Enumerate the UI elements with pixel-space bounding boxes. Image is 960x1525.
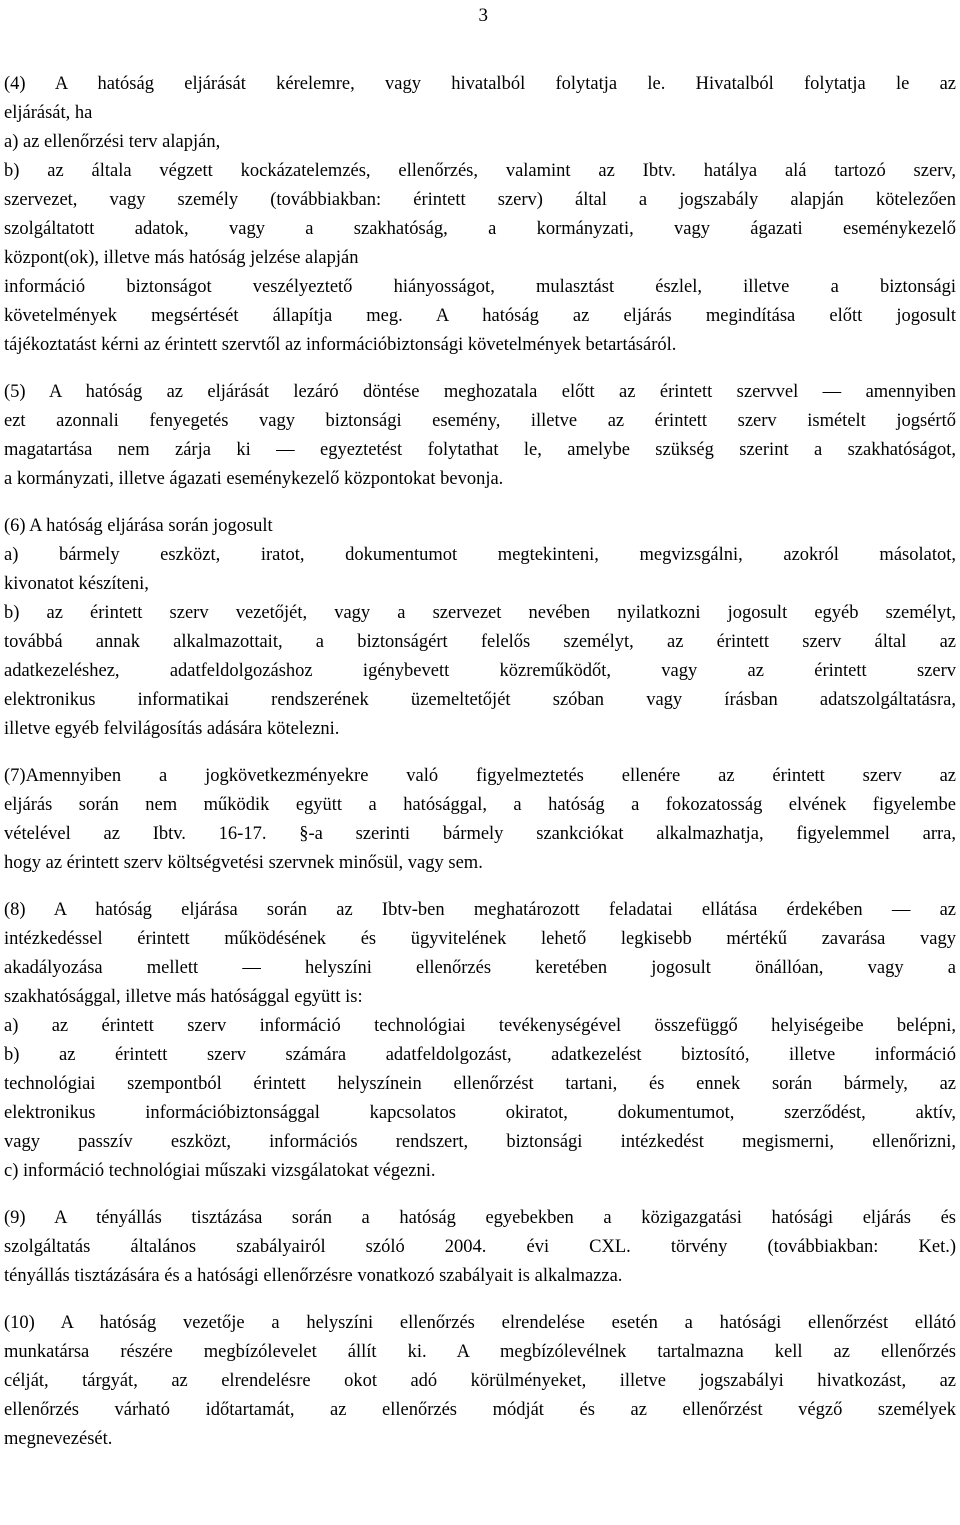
text-line: a kormányzati, illetve ágazati eseménykezelő központokat bevonja. bbox=[4, 469, 504, 489]
text-line: munkatársa részére megbízólevelet állít ki. A megbízólevélnek tartalmazna kell az ellenőrzés bbox=[4, 1342, 956, 1362]
text-line: hogy az érintett szerv költségvetési szervnek minősül, vagy sem. bbox=[4, 853, 483, 873]
text-line: b) az érintett szerv vezetőjét, vagy a szervezet nevében nyilatkozni jogosult egyéb személyt, bbox=[4, 603, 956, 623]
text-line: technológiai szempontból érintett helyszínein ellenőrzést tartani, és ennek során bármely, az bbox=[4, 1074, 956, 1094]
text-line: magatartása nem zárja ki ― egyeztetést folytathat le, amelybe szükség szerint a szakhatóságot, bbox=[4, 440, 956, 460]
text-line: (6) A hatóság eljárása során jogosult bbox=[4, 516, 273, 536]
text-line: központ(ok), illetve más hatóság jelzése alapján bbox=[4, 248, 359, 268]
text-line: c) információ technológiai műszaki vizsgálatokat végezni. bbox=[4, 1161, 436, 1181]
text-line: intézkedéssel érintett működésének és ügyvitelének lehető legkisebb mértékű zavarása vagy bbox=[4, 929, 956, 949]
document-body bbox=[4, 70, 956, 1472]
text-line: információ biztonságot veszélyeztető hiányosságot, mulasztást észlel, illetve a biztonsági bbox=[4, 277, 956, 297]
paragraph-6 bbox=[4, 512, 956, 744]
page-number: 3 bbox=[478, 5, 488, 26]
text-line: (4) A hatóság eljárását kérelemre, vagy hivatalból folytatja le. Hivatalból folytatja le az bbox=[4, 74, 956, 94]
text-line: illetve egyéb felvilágosítás adására kötelezni. bbox=[4, 719, 340, 739]
text-line: ellenőrzés várható időtartamát, az ellenőrzés módját és az ellenőrzést végző személyek bbox=[4, 1400, 956, 1420]
text-line: (7)Amennyiben a jogkövetkezményekre való figyelmeztetés ellenére az érintett szerv az bbox=[4, 766, 956, 786]
text-line: követelmények megsértését állapítja meg. A hatóság az eljárás megindítása előtt jogosult bbox=[4, 306, 956, 326]
paragraph-5 bbox=[4, 378, 956, 494]
paragraph-9 bbox=[4, 1204, 956, 1291]
paragraph-10 bbox=[4, 1309, 956, 1454]
text-line: szervezet, vagy személy (továbbiakban: érintett szerv) által a jogszabály alapján kötelezően bbox=[4, 190, 956, 210]
text-line: szakhatósággal, illetve más hatósággal együtt is: bbox=[4, 987, 363, 1007]
text-line: továbbá annak alkalmazottait, a biztonságért felelős személyt, az érintett szerv által az bbox=[4, 632, 956, 652]
text-line: (8) A hatóság eljárása során az Ibtv-ben meghatározott feladatai ellátása érdekében ― az bbox=[4, 900, 956, 920]
text-line: vagy passzív eszközt, információs rendszert, biztonsági intézkedést megismerni, ellenőrizni, bbox=[4, 1132, 956, 1152]
text-line: akadályozása mellett ― helyszíni ellenőrzés keretében jogosult önállóan, vagy a bbox=[4, 958, 956, 978]
text-line: a) bármely eszközt, iratot, dokumentumot megtekinteni, megvizsgálni, azokról másolatot, bbox=[4, 545, 956, 565]
text-line: tényállás tisztázására és a hatósági ellenőrzésre vonatkozó szabályait is alkalmazza. bbox=[4, 1266, 623, 1286]
text-line: szolgáltatás általános szabályairól szóló 2004. évi CXL. törvény (továbbiakban: Ket.) bbox=[4, 1237, 956, 1257]
text-line: elektronikus informatikai rendszerének üzemeltetőjét szóban vagy írásban adatszolgáltatásra, bbox=[4, 690, 956, 710]
paragraph-7 bbox=[4, 762, 956, 878]
text-line: megnevezését. bbox=[4, 1429, 113, 1449]
text-line: a) az érintett szerv információ technológiai tevékenységével összefüggő helyiségeibe belépni, bbox=[4, 1016, 956, 1036]
text-line: kivonatot készíteni, bbox=[4, 574, 149, 594]
text-line: b) az általa végzett kockázatelemzés, ellenőrzés, valamint az Ibtv. hatálya alá tartozó szerv, bbox=[4, 161, 956, 181]
paragraph-4 bbox=[4, 70, 956, 360]
text-line: eljárás során nem működik együtt a hatósággal, a hatóság a fokozatosság elvének figyelembe bbox=[4, 795, 956, 815]
text-line: ezt azonnali fenyegetés vagy biztonsági esemény, illetve az érintett szerv ismételt jogsértő bbox=[4, 411, 956, 431]
text-line: eljárását, ha bbox=[4, 103, 93, 123]
text-line: (9) A tényállás tisztázása során a hatóság egyebekben a közigazgatási hatósági eljárás és bbox=[4, 1208, 956, 1228]
paragraph-8 bbox=[4, 896, 956, 1186]
text-line: vételével az Ibtv. 16-17. §-a szerinti bármely szankciókat alkalmazhatja, figyelemmel arra, bbox=[4, 824, 956, 844]
text-line: szolgáltatott adatok, vagy a szakhatóság, a kormányzati, vagy ágazati eseménykezelő bbox=[4, 219, 956, 239]
text-line: adatkezeléshez, adatfeldolgozáshoz igénybevett közreműködőt, vagy az érintett szerv bbox=[4, 661, 956, 681]
text-line: (10) A hatóság vezetője a helyszíni ellenőrzés elrendelése esetén a hatósági ellenőrzést ellátó bbox=[4, 1313, 956, 1333]
text-line: tájékoztatást kérni az érintett szervtől az információbiztonsági követelmények betartásáról. bbox=[4, 335, 677, 355]
text-line: b) az érintett szerv számára adatfeldolgozást, adatkezelést biztosító, illetve információ bbox=[4, 1045, 956, 1065]
text-line: (5) A hatóság az eljárását lezáró döntése meghozatala előtt az érintett szervvel ― amennyiben bbox=[4, 382, 956, 402]
text-line: célját, tárgyát, az elrendelésre okot adó körülményeket, illetve jogszabályi hivatkozást, az bbox=[4, 1371, 956, 1391]
text-line: a) az ellenőrzési terv alapján, bbox=[4, 132, 221, 152]
text-line: elektronikus információbiztonsággal kapcsolatos okiratot, dokumentumot, szerződést, aktív, bbox=[4, 1103, 956, 1123]
